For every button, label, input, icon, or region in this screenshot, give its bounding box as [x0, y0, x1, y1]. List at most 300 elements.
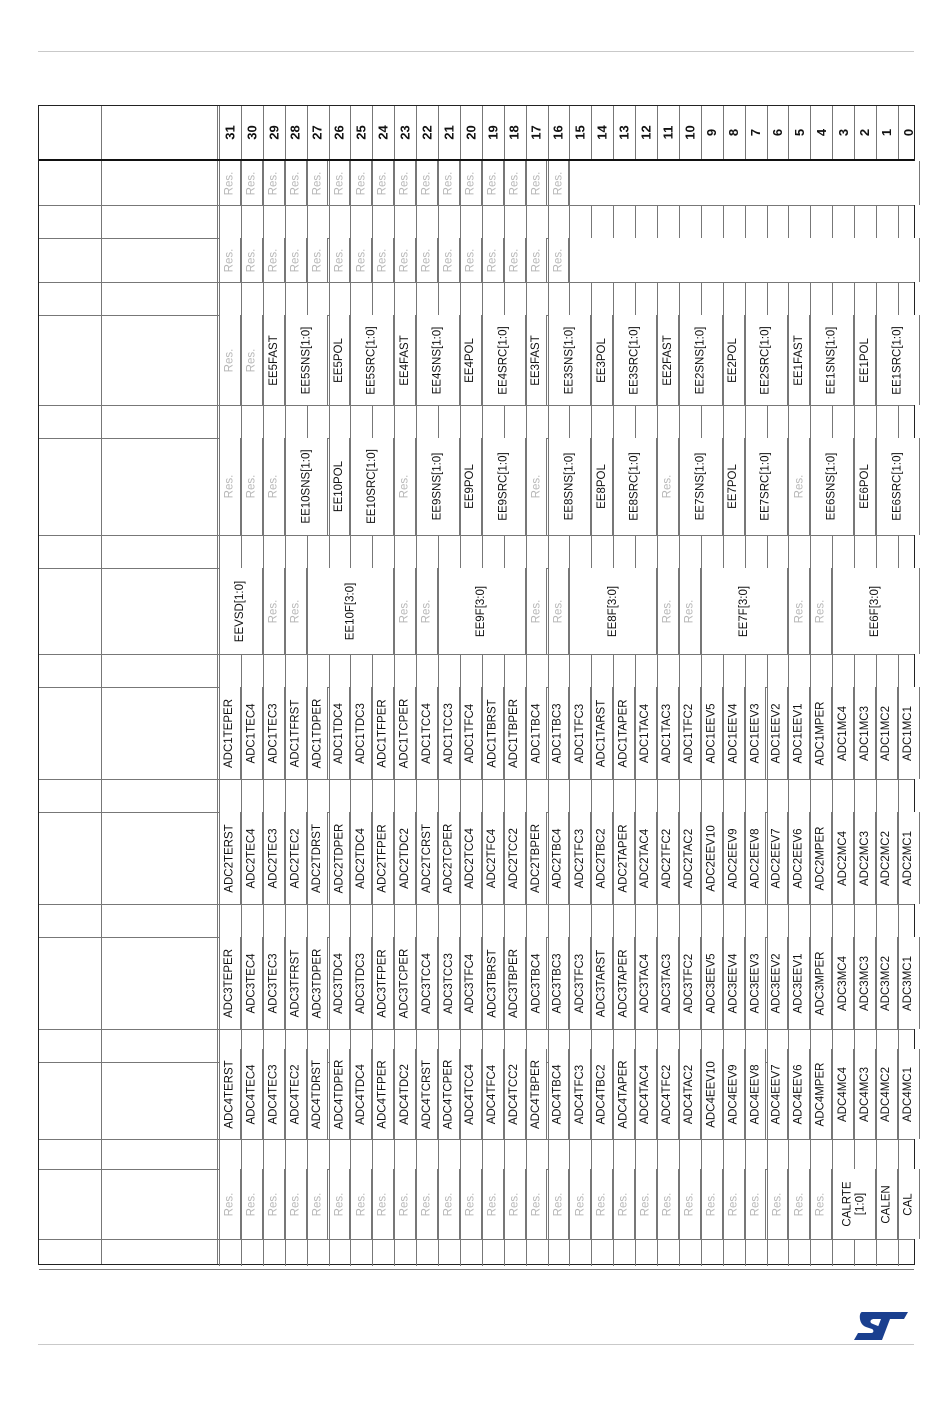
register-field-label: ADC3MC4: [836, 955, 849, 1011]
register-field-cell: [241, 812, 263, 904]
register-field-label: EE10SNS[1:0]: [300, 449, 313, 524]
register-field-label: CAL: [902, 1192, 915, 1216]
bit-number-header: [263, 106, 285, 159]
register-field-label: ADC2EEV7: [770, 827, 783, 889]
register-field-cell: [526, 687, 548, 779]
register-field-cell: [460, 315, 482, 405]
register-field-label: ADC4TAC2: [683, 1064, 696, 1124]
register-field-cell: [854, 1049, 876, 1139]
register-field-cell: [460, 238, 482, 282]
register-field-cell: [788, 1049, 810, 1139]
register-field-cell: [810, 315, 854, 405]
reserved-field-label: Res.: [223, 1192, 236, 1216]
register-field-label: ADC4TEC2: [289, 1063, 302, 1125]
bit-number-label: 30: [244, 125, 260, 140]
reserved-field-label: Res.: [420, 248, 433, 272]
register-field-cell: [635, 812, 657, 904]
register-field-cell: [723, 438, 745, 535]
reserved-field-label: Res.: [245, 171, 258, 195]
register-field-cell: [569, 687, 591, 779]
reserved-field-label: Res.: [267, 1192, 280, 1216]
register-field-cell: [526, 438, 548, 535]
register-field-label: ADC4EEV10: [705, 1060, 718, 1128]
reserved-field-label: Res.: [398, 248, 411, 272]
register-field-label: ADC3TCC3: [442, 952, 455, 1014]
register-field-cell: [526, 1169, 548, 1239]
register-field-cell: [438, 812, 460, 904]
reserved-field-label: Res.: [661, 1192, 674, 1216]
bit-number-label: 10: [682, 125, 698, 140]
reserved-field-label: Res.: [551, 599, 564, 623]
register-field-label: ADC3EEV4: [727, 952, 740, 1014]
register-field-cell: [679, 568, 701, 654]
register-field-label: ADC3MC1: [902, 955, 915, 1011]
register-field-label: ADC1TBRST: [486, 698, 499, 768]
register-field-label: ADC3TBC3: [551, 952, 564, 1014]
register-field-label: ADC3TDC4: [332, 952, 345, 1014]
register-field-label: CALRTE [1:0]: [841, 1181, 867, 1227]
register-field-cell: [285, 1049, 307, 1139]
bit-number-label: 26: [331, 125, 347, 140]
register-field-label: ADC2EEV6: [792, 827, 805, 889]
register-field-cell: [504, 687, 526, 779]
register-field-label: ADC1EEV1: [792, 702, 805, 764]
register-field-cell: [350, 238, 372, 282]
register-field-cell: [548, 438, 592, 535]
reserved-field-label: Res.: [551, 1192, 564, 1216]
bit-number-label: 28: [288, 125, 304, 140]
register-field-label: ADC1TAC3: [661, 703, 674, 763]
reserved-field-label: Res.: [617, 1192, 630, 1216]
reserved-field-label: Res.: [508, 1192, 521, 1216]
register-field-cell: [569, 568, 657, 654]
register-field-cell: [285, 1169, 307, 1239]
bit-number-header: [876, 106, 898, 159]
register-field-cell: [219, 315, 241, 405]
register-field-cell: [460, 937, 482, 1029]
register-field-label: EE9SNS[1:0]: [431, 452, 444, 521]
reserved-field-label: Res.: [486, 171, 499, 195]
register-field-label: ADC2TBPER: [530, 823, 543, 893]
register-field-label: ADC3TAC4: [639, 953, 652, 1013]
register-field-cell: [679, 937, 701, 1029]
register-field-label: ADC4TDRST: [311, 1059, 324, 1129]
reserved-field-label: Res.: [420, 171, 433, 195]
register-field-cell: [657, 315, 679, 405]
bit-number-header: [767, 106, 789, 159]
register-field-label: ADC1MC1: [902, 705, 915, 761]
register-field-cell: [504, 238, 526, 282]
register-field-cell: [767, 687, 789, 779]
register-field-label: EE5FAST: [267, 334, 280, 386]
register-field-cell: [635, 687, 657, 779]
register-field-cell: [285, 315, 329, 405]
register-field-cell: [701, 1169, 723, 1239]
bit-number-header: [504, 106, 526, 159]
reserved-field-label: Res.: [464, 1192, 477, 1216]
bit-number-header: [832, 106, 854, 159]
register-field-cell: [416, 937, 438, 1029]
offset-column-divider: [101, 106, 102, 1264]
reserved-field-label: Res.: [267, 474, 280, 499]
register-field-cell: [788, 937, 810, 1029]
register-field-label: ADC1MC4: [836, 705, 849, 761]
register-field-cell: [723, 812, 745, 904]
bit-number-label: 3: [835, 128, 851, 137]
bit-number-label: 1: [879, 128, 895, 137]
register-field-cell: [350, 1169, 372, 1239]
register-field-cell: [526, 238, 548, 282]
register-field-label: ADC3TCC4: [420, 952, 433, 1014]
register-field-cell: [701, 812, 723, 904]
register-field-cell: [591, 438, 613, 535]
register-field-cell: [854, 937, 876, 1029]
register-field-cell: [241, 937, 263, 1029]
reserved-field-label: Res.: [814, 599, 827, 623]
register-field-cell: [263, 1049, 285, 1139]
register-field-label: EE1SNS[1:0]: [825, 326, 838, 394]
register-field-label: EE5SNS[1:0]: [300, 326, 313, 394]
register-field-cell: [438, 161, 460, 205]
register-field-label: EE8F[3:0]: [606, 585, 619, 637]
register-field-cell: [482, 1049, 504, 1139]
register-field-cell: [569, 1049, 591, 1139]
register-field-cell: [569, 937, 591, 1029]
register-field-cell: [679, 1049, 701, 1139]
register-field-cell: [788, 1169, 810, 1239]
register-field-cell: [460, 812, 482, 904]
register-field-label: ADC2TFC4: [486, 828, 499, 888]
register-field-cell: [898, 1049, 920, 1139]
register-field-cell: [438, 687, 460, 779]
reserved-field-label: Res.: [376, 171, 389, 195]
register-field-label: EE10F[3:0]: [343, 582, 356, 640]
register-field-label: EE3SRC[1:0]: [628, 325, 641, 395]
register-field-cell: [482, 238, 504, 282]
register-field-cell: [307, 687, 329, 779]
register-field-label: ADC2TCC4: [464, 827, 477, 889]
register-field-label: ADC2TBC4: [551, 827, 564, 889]
register-field-cell: [482, 438, 526, 535]
register-field-cell: [876, 438, 920, 535]
register-field-cell: [219, 937, 241, 1029]
bit-number-header: [219, 106, 241, 159]
register-field-cell: [613, 812, 635, 904]
register-field-cell: [394, 812, 416, 904]
bit-number-label: 7: [748, 128, 764, 137]
register-field-cell: [372, 1169, 394, 1239]
register-field-cell: [438, 1049, 460, 1139]
register-field-cell: [701, 937, 723, 1029]
bit-number-label: 31: [222, 125, 238, 140]
register-field-label: ADC4TAPER: [617, 1059, 630, 1129]
register-field-label: ADC2TBC2: [595, 827, 608, 889]
register-field-cell: [241, 238, 263, 282]
reserved-field-label: Res.: [332, 1192, 345, 1216]
reserved-field-label: Res.: [311, 248, 324, 272]
register-field-cell: [307, 812, 329, 904]
reserved-field-label: Res.: [464, 248, 477, 272]
register-field-label: ADC4TBC2: [595, 1063, 608, 1125]
register-field-cell: [219, 1169, 241, 1239]
reserved-field-label: Res.: [749, 1192, 762, 1216]
register-field-cell: [241, 1049, 263, 1139]
register-field-cell: [657, 687, 679, 779]
register-field-cell: [263, 812, 285, 904]
register-field-label: EE1FAST: [792, 334, 805, 386]
register-field-label: ADC3TBRST: [486, 948, 499, 1018]
register-field-cell: [898, 1169, 920, 1239]
register-field-cell: [219, 687, 241, 779]
register-field-label: EE7F[3:0]: [738, 585, 751, 637]
reserved-field-label: Res.: [245, 248, 258, 272]
register-field-label: EE9F[3:0]: [475, 585, 488, 637]
register-field-label: ADC2TDPER: [332, 823, 345, 893]
bit-number-header: [372, 106, 394, 159]
register-field-cell: [591, 937, 613, 1029]
register-field-label: ADC1TCC3: [442, 702, 455, 764]
bottom-rule: [38, 1344, 914, 1345]
register-field-cell: [460, 161, 482, 205]
register-field-label: ADC4TFC4: [486, 1064, 499, 1124]
register-field-cell: [416, 438, 460, 535]
register-field-cell: [416, 1049, 438, 1139]
register-field-cell: [613, 1049, 635, 1139]
register-field-cell: [372, 161, 394, 205]
register-field-cell: [482, 687, 504, 779]
register-field-label: ADC3MC3: [858, 955, 871, 1011]
register-field-label: ADC2TAPER: [617, 823, 630, 893]
register-field-label: ADC3EEV5: [705, 952, 718, 1014]
register-field-cell: [263, 568, 285, 654]
register-field-cell: [394, 438, 416, 535]
register-field-label: EE7POL: [727, 464, 740, 509]
bit-number-label: 20: [463, 125, 479, 140]
register-field-cell: [788, 687, 810, 779]
register-field-cell: [788, 438, 810, 535]
register-field-label: ADC3EEV2: [770, 952, 783, 1014]
register-field-cell: [372, 812, 394, 904]
register-field-cell: [723, 687, 745, 779]
reserved-field-label: Res.: [420, 1192, 433, 1216]
register-field-cell: [591, 1169, 613, 1239]
register-field-cell: [898, 937, 920, 1029]
register-field-cell: [679, 438, 723, 535]
register-field-cell: [219, 812, 241, 904]
register-field-cell: [810, 1169, 832, 1239]
register-field-cell: [460, 1049, 482, 1139]
register-field-label: ADC4TERST: [223, 1059, 236, 1129]
register-field-label: EE1SRC[1:0]: [891, 325, 904, 395]
register-field-label: ADC1TBC4: [530, 702, 543, 764]
bit-number-label: 0: [901, 128, 917, 137]
register-row-border: [39, 1029, 914, 1030]
register-field-cell: [810, 812, 832, 904]
register-field-cell: [898, 812, 920, 904]
register-row-border: [39, 205, 914, 206]
bit-number-label: 2: [857, 128, 873, 137]
register-field-cell: [307, 1049, 329, 1139]
register-field-label: ADC4TFC2: [661, 1064, 674, 1124]
bit-number-label: 24: [375, 125, 391, 140]
reserved-field-label: Res.: [595, 1192, 608, 1216]
register-field-cell: [285, 937, 307, 1029]
register-field-cell: [591, 315, 613, 405]
bit-number-label: 14: [594, 125, 610, 140]
register-field-cell: [394, 315, 416, 405]
register-field-label: ADC2TDC4: [354, 827, 367, 889]
register-field-cell: [701, 1049, 723, 1139]
register-row-border: [39, 405, 914, 406]
register-field-cell: [285, 438, 329, 535]
reserved-field-label: Res.: [464, 171, 477, 195]
register-field-cell: [613, 1169, 635, 1239]
register-field-cell: [307, 161, 329, 205]
reserved-field-label: Res.: [267, 248, 280, 272]
register-field-label: ADC2TAC2: [683, 828, 696, 888]
reserved-field-label: Res.: [267, 599, 280, 623]
register-field-cell: [832, 1169, 876, 1239]
bit-number-header: [810, 106, 832, 159]
register-field-label: ADC2TERST: [223, 823, 236, 893]
register-field-cell: [810, 1049, 832, 1139]
register-field-label: EE3SNS[1:0]: [562, 326, 575, 394]
bit-number-label: 16: [550, 125, 566, 140]
register-field-cell: [285, 812, 307, 904]
reserved-field-label: Res.: [223, 348, 236, 372]
register-field-cell: [723, 1049, 745, 1139]
register-field-cell: [329, 687, 351, 779]
register-field-label: EE10POL: [332, 460, 345, 513]
register-field-label: ADC4TFPER: [376, 1059, 389, 1129]
register-field-cell: [482, 315, 526, 405]
st-logo-icon: [852, 1310, 910, 1342]
reserved-field-label: Res.: [508, 248, 521, 272]
register-field-label: EE4FAST: [398, 334, 411, 386]
register-field-label: ADC3TCPER: [398, 948, 411, 1018]
register-field-cell: [438, 937, 460, 1029]
reserved-field-label: Res.: [792, 474, 805, 499]
register-field-cell: [350, 315, 394, 405]
reserved-field-label: Res.: [398, 599, 411, 623]
register-field-label: EE8SRC[1:0]: [628, 452, 641, 521]
register-field-label: ADC2TFPER: [376, 823, 389, 893]
register-field-cell: [263, 1169, 285, 1239]
reserved-field-label: Res.: [311, 171, 324, 195]
register-field-label: EE6SNS[1:0]: [825, 452, 838, 521]
reserved-field-label: Res.: [530, 171, 543, 195]
register-field-label: ADC3TAC3: [661, 953, 674, 1013]
register-field-cell: [526, 937, 548, 1029]
register-field-label: ADC3TAPER: [617, 948, 630, 1018]
register-field-cell: [460, 438, 482, 535]
register-field-label: ADC4EEV8: [749, 1063, 762, 1125]
register-field-cell: [219, 238, 241, 282]
bit-number-header: [657, 106, 679, 159]
reserved-field-label: Res.: [354, 171, 367, 195]
bit-number-header: [329, 106, 351, 159]
register-field-cell: [745, 812, 767, 904]
reserved-field-label: Res.: [332, 248, 345, 272]
bit-number-label: 29: [266, 125, 282, 140]
reserved-field-label: Res.: [354, 248, 367, 272]
register-field-cell: [394, 161, 416, 205]
reserved-field-label: Res.: [289, 599, 302, 623]
register-field-label: ADC2EEV8: [749, 827, 762, 889]
register-field-cell: [482, 1169, 504, 1239]
reserved-field-label: Res.: [442, 1192, 455, 1216]
register-field-label: ADC2TAC4: [639, 828, 652, 888]
register-field-cell: [898, 687, 920, 779]
reserved-field-label: Res.: [814, 1192, 827, 1216]
register-map-table: [38, 105, 915, 1265]
reserved-field-label: Res.: [530, 474, 543, 499]
register-field-cell: [832, 812, 854, 904]
register-field-cell: [219, 438, 241, 535]
register-field-cell: [219, 1049, 241, 1139]
register-field-label: ADC2MC1: [902, 830, 915, 886]
bit-number-header: [285, 106, 307, 159]
register-field-cell: [657, 438, 679, 535]
register-field-label: ADC3TEC4: [245, 952, 258, 1014]
register-field-cell: [657, 568, 679, 654]
register-field-cell: [416, 812, 438, 904]
register-field-label: EE5POL: [332, 337, 345, 383]
register-field-cell: [613, 438, 657, 535]
register-row-border: [39, 1139, 914, 1140]
bit-number-header: [745, 106, 767, 159]
register-field-cell: [241, 1169, 263, 1239]
register-field-label: ADC2MC4: [836, 830, 849, 886]
register-field-label: ADC4TEC4: [245, 1063, 258, 1125]
register-field-label: ADC4MC2: [880, 1066, 893, 1122]
register-field-label: ADC3TEPER: [223, 948, 236, 1018]
register-field-cell: [482, 937, 504, 1029]
reserved-field-label: Res.: [530, 599, 543, 623]
register-field-cell: [613, 687, 635, 779]
register-field-cell: [548, 1049, 570, 1139]
register-field-label: ADC1TFC2: [683, 703, 696, 763]
register-field-label: ADC4TCRST: [420, 1059, 433, 1129]
register-field-label: ADC3TARST: [595, 949, 608, 1017]
register-field-cell: [263, 161, 285, 205]
register-field-cell: [416, 687, 438, 779]
register-field-label: ADC2TFC3: [573, 828, 586, 888]
register-field-cell: [263, 687, 285, 779]
register-field-cell: [548, 812, 570, 904]
bit-number-header: [723, 106, 745, 159]
bit-number-label: 6: [769, 128, 785, 137]
register-field-label: ADC3EEV3: [749, 952, 762, 1014]
register-field-cell: [329, 1169, 351, 1239]
reserved-field-label: Res.: [530, 248, 543, 272]
register-field-cell: [854, 315, 876, 405]
register-field-cell: [635, 1169, 657, 1239]
register-row-border: [39, 282, 914, 283]
register-field-label: ADC4TBC4: [551, 1063, 564, 1125]
register-field-cell: [350, 1049, 372, 1139]
register-field-label: ADC3MPER: [814, 951, 827, 1015]
register-field-label: ADC1EEV5: [705, 702, 718, 764]
register-field-label: ADC2TEC2: [289, 827, 302, 889]
register-field-label: ADC4TCC4: [464, 1063, 477, 1125]
register-field-cell: [767, 812, 789, 904]
register-field-cell: [876, 1049, 898, 1139]
register-section-border: [39, 1269, 914, 1270]
reserved-field-label: Res.: [289, 1192, 302, 1216]
register-field-label: EE4POL: [464, 337, 477, 383]
register-field-label: ADC4EEV9: [727, 1063, 740, 1125]
